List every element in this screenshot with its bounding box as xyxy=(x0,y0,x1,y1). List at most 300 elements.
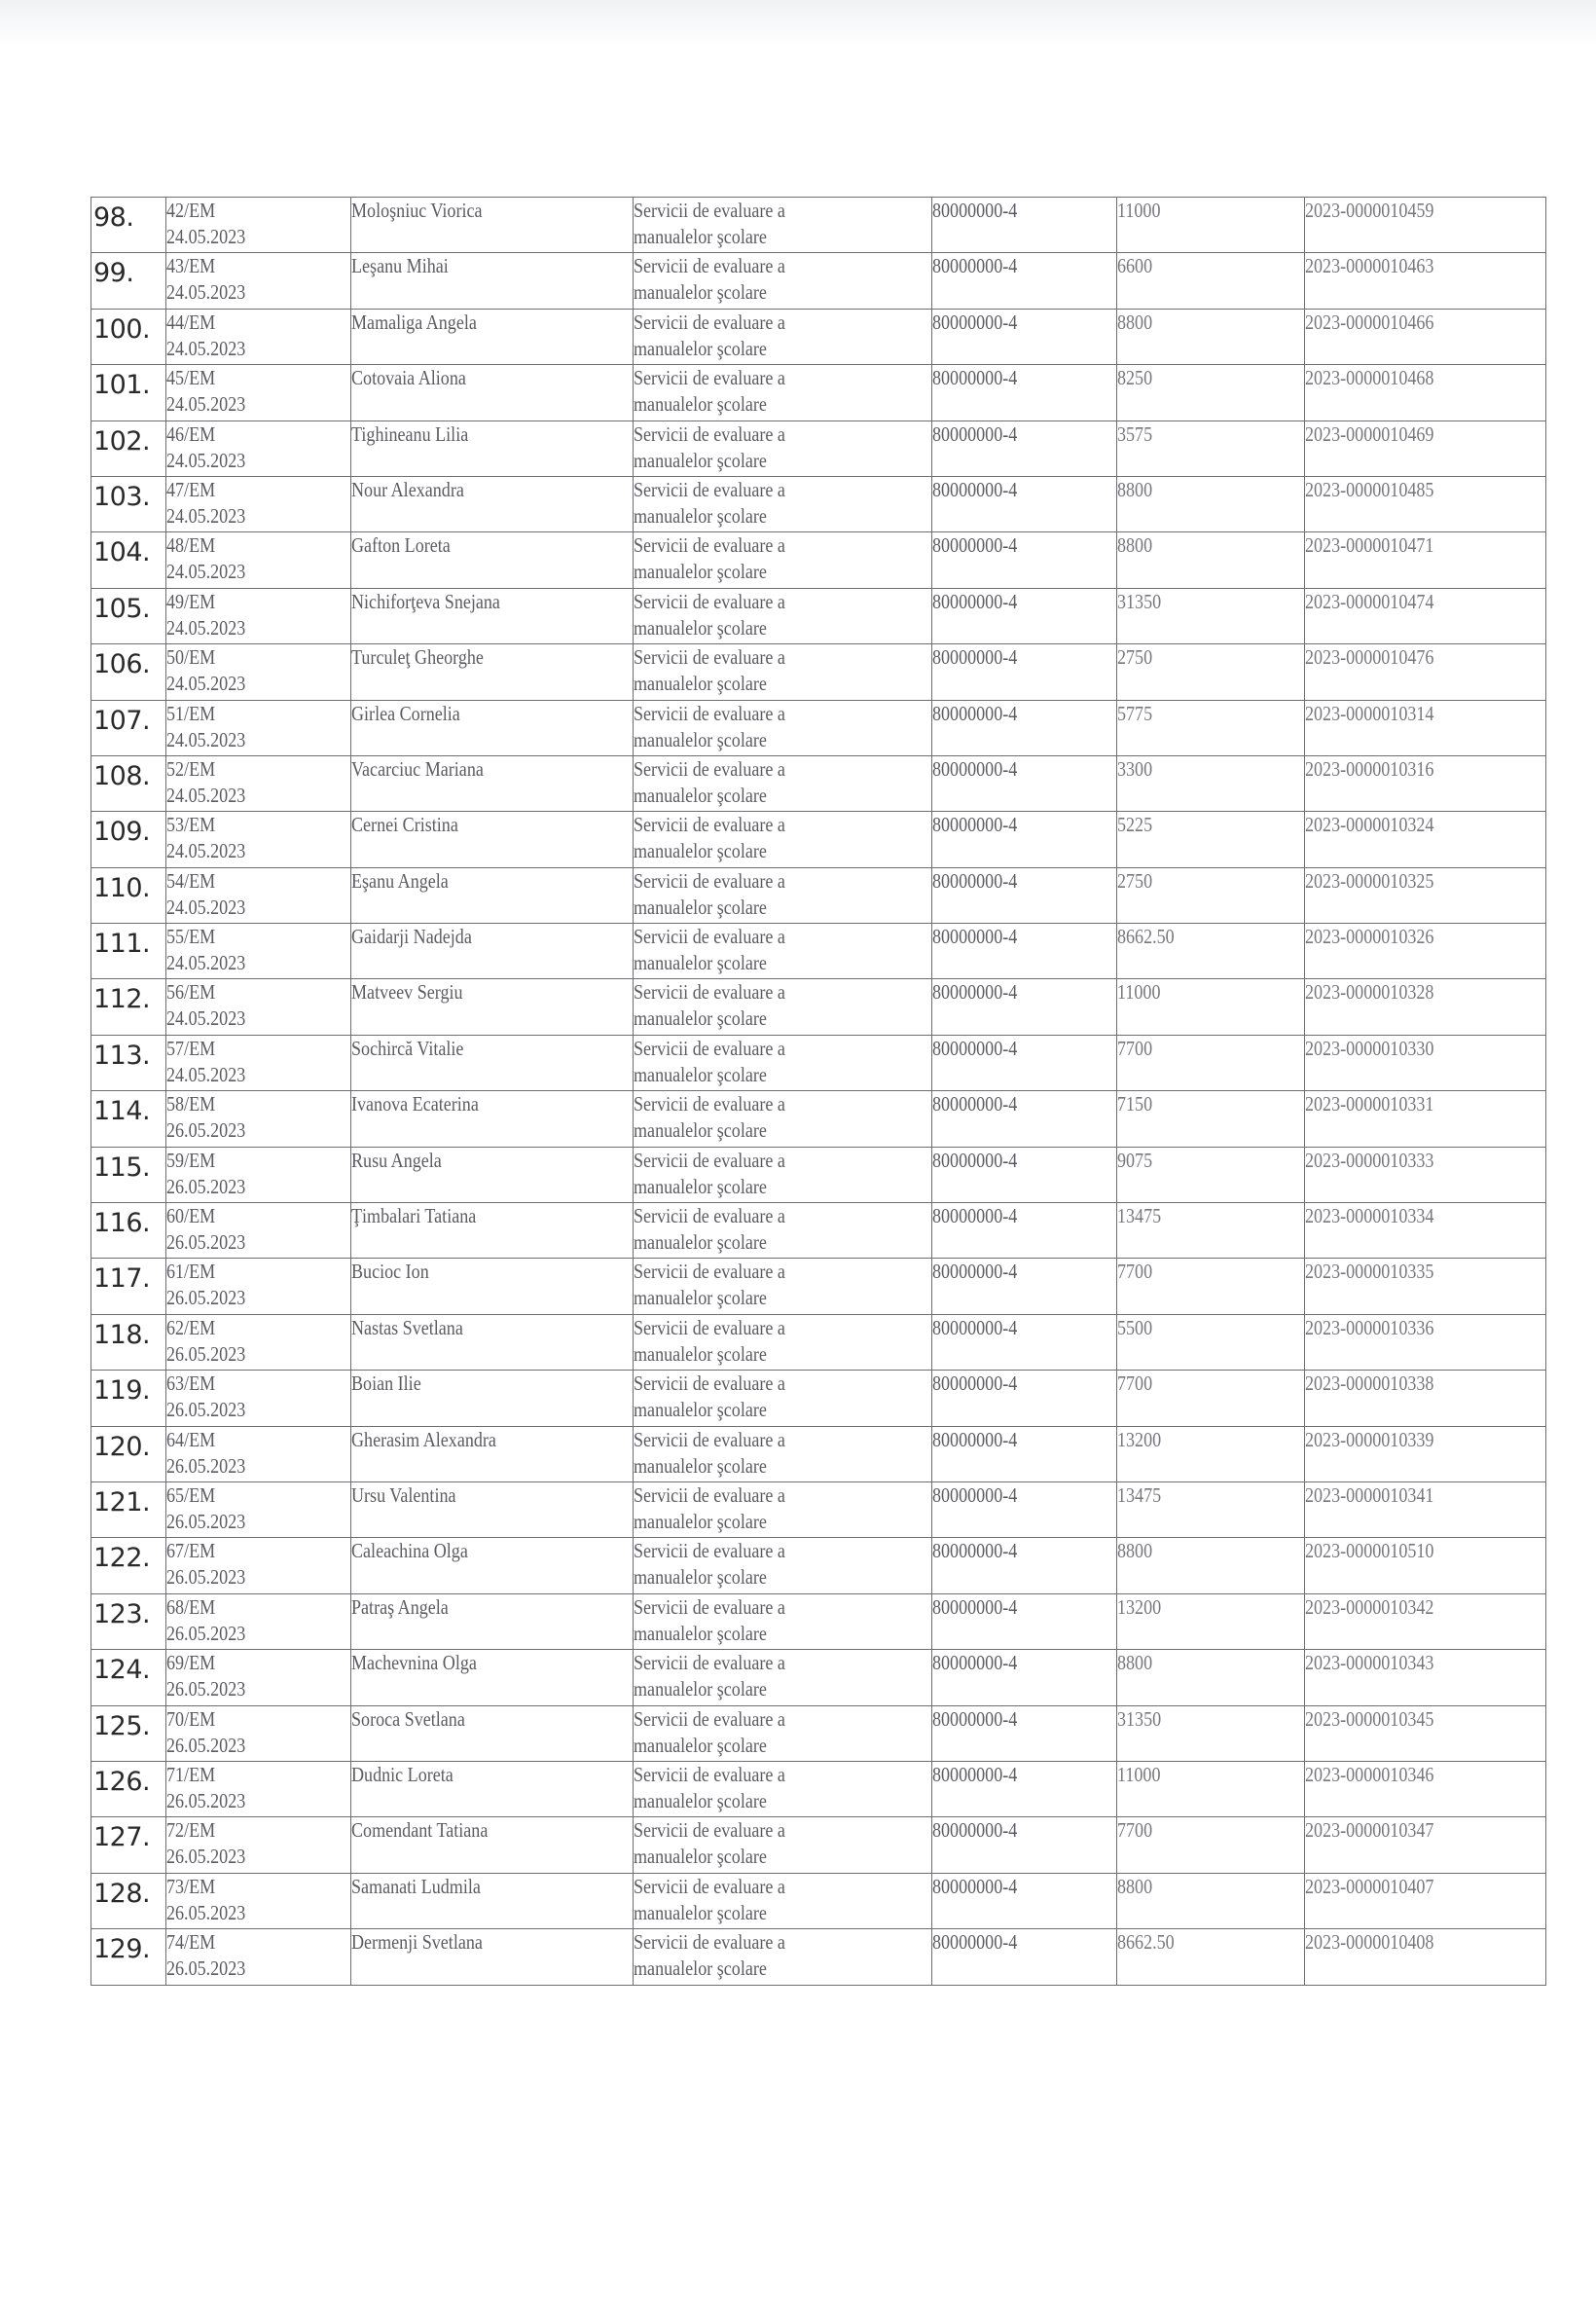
contract-date: 26.05.2023 xyxy=(166,1900,246,1924)
service-cell xyxy=(634,421,932,476)
contract-cell xyxy=(166,1314,351,1370)
registration-cell xyxy=(1305,1650,1546,1705)
row-number-cell xyxy=(91,1538,166,1593)
contract-number: 71/EM xyxy=(166,1762,216,1786)
contract-cell xyxy=(166,644,351,700)
amount-cell xyxy=(1117,1035,1305,1090)
row-number-cell xyxy=(91,1035,166,1090)
cpv-code: 80000000-4 xyxy=(932,1706,1018,1731)
service-line-1: Servicii de evaluare a xyxy=(634,1539,785,1563)
row-number-cell xyxy=(91,1203,166,1259)
cpv-code: 80000000-4 xyxy=(932,868,1018,893)
service-cell xyxy=(634,1371,932,1426)
service-cell xyxy=(634,979,932,1035)
row-number: 105. xyxy=(93,593,151,624)
amount-cell xyxy=(1117,532,1305,588)
contract-cell xyxy=(166,198,351,253)
contract-number: 44/EM xyxy=(166,310,216,334)
person-name: Cernei Cristina xyxy=(351,813,458,837)
registration-cell xyxy=(1305,198,1546,253)
contract-date: 26.05.2023 xyxy=(166,1453,246,1478)
row-number: 124. xyxy=(93,1655,151,1686)
amount: 8662.50 xyxy=(1117,1930,1175,1955)
cpv-code: 80000000-4 xyxy=(932,813,1018,837)
registration-number: 2023-0000010335 xyxy=(1305,1260,1434,1284)
table-row xyxy=(91,1035,1546,1090)
amount: 8800 xyxy=(1117,1651,1153,1675)
row-number: 116. xyxy=(93,1208,151,1239)
name-cell xyxy=(351,1817,634,1873)
service-line-1: Servicii de evaluare a xyxy=(634,980,785,1005)
name-cell xyxy=(351,365,634,421)
registration-number: 2023-0000010314 xyxy=(1305,701,1434,725)
amount-cell xyxy=(1117,1817,1305,1873)
registration-cell xyxy=(1305,1035,1546,1090)
row-number: 108. xyxy=(93,760,151,791)
registration-cell xyxy=(1305,253,1546,309)
contract-cell xyxy=(166,309,351,364)
contract-date: 26.05.2023 xyxy=(166,1509,246,1533)
table-row xyxy=(91,1873,1546,1928)
service-line-2: manualelor şcolare xyxy=(634,336,767,360)
contract-cell xyxy=(166,1761,351,1816)
service-cell xyxy=(634,700,932,755)
cpv-cell xyxy=(932,1259,1117,1314)
person-name: Dudnic Loreta xyxy=(351,1762,453,1786)
name-cell xyxy=(351,421,634,476)
amount-cell xyxy=(1117,1147,1305,1202)
amount-cell xyxy=(1117,1650,1305,1705)
amount: 31350 xyxy=(1117,1706,1162,1731)
row-number-cell xyxy=(91,476,166,531)
cpv-cell xyxy=(932,1426,1117,1481)
contract-number: 59/EM xyxy=(166,1148,216,1172)
service-line-2: manualelor şcolare xyxy=(634,1900,767,1924)
person-name: Machevnina Olga xyxy=(351,1651,477,1675)
amount-cell xyxy=(1117,979,1305,1035)
contract-number: 42/EM xyxy=(166,199,216,222)
service-line-2: manualelor şcolare xyxy=(634,560,767,584)
contract-date: 26.05.2023 xyxy=(166,1845,246,1869)
table-row xyxy=(91,1817,1546,1873)
cpv-cell xyxy=(932,1873,1117,1928)
table-row xyxy=(91,1371,1546,1426)
cpv-cell xyxy=(932,1314,1117,1370)
service-line-1: Servicii de evaluare a xyxy=(634,756,785,781)
name-cell xyxy=(351,924,634,979)
table-row xyxy=(91,867,1546,923)
registration-cell xyxy=(1305,1481,1546,1537)
service-line-2: manualelor şcolare xyxy=(634,503,767,528)
amount-cell xyxy=(1117,1538,1305,1593)
table-row xyxy=(91,421,1546,476)
contract-number: 52/EM xyxy=(166,756,216,781)
registration-cell xyxy=(1305,1314,1546,1370)
person-name: Turculeţ Gheorghe xyxy=(351,645,484,670)
table-body xyxy=(91,198,1546,1986)
service-line-2: manualelor şcolare xyxy=(634,1733,767,1757)
name-cell xyxy=(351,867,634,923)
service-cell xyxy=(634,1705,932,1761)
row-number-cell xyxy=(91,1929,166,1985)
contract-date: 26.05.2023 xyxy=(166,1286,246,1310)
name-cell xyxy=(351,755,634,811)
service-line-2: manualelor şcolare xyxy=(634,1677,767,1701)
amount-cell xyxy=(1117,1426,1305,1481)
contract-cell xyxy=(166,476,351,531)
registration-number: 2023-0000010341 xyxy=(1305,1482,1434,1507)
person-name: Mamaliga Angela xyxy=(351,310,477,334)
row-number-cell xyxy=(91,253,166,309)
contract-number: 57/EM xyxy=(166,1036,216,1060)
person-name: Sochircă Vitalie xyxy=(351,1036,464,1060)
row-number: 104. xyxy=(93,537,151,568)
registration-cell xyxy=(1305,924,1546,979)
service-line-1: Servicii de evaluare a xyxy=(634,477,785,501)
registration-cell xyxy=(1305,1091,1546,1147)
service-line-2: manualelor şcolare xyxy=(634,1957,767,1981)
row-number-cell xyxy=(91,1147,166,1202)
table-row xyxy=(91,1259,1546,1314)
row-number-cell xyxy=(91,812,166,867)
service-line-2: manualelor şcolare xyxy=(634,1006,767,1031)
cpv-code: 80000000-4 xyxy=(932,925,1018,949)
contract-number: 62/EM xyxy=(166,1315,216,1339)
service-line-1: Servicii de evaluare a xyxy=(634,1315,785,1339)
service-line-1: Servicii de evaluare a xyxy=(634,1148,785,1172)
cpv-cell xyxy=(932,1371,1117,1426)
service-cell xyxy=(634,309,932,364)
name-cell xyxy=(351,1091,634,1147)
contract-number: 65/EM xyxy=(166,1482,216,1507)
registration-cell xyxy=(1305,365,1546,421)
row-number: 128. xyxy=(93,1878,151,1909)
contract-cell xyxy=(166,1593,351,1649)
cpv-cell xyxy=(932,198,1117,253)
service-line-2: manualelor şcolare xyxy=(634,1621,767,1645)
name-cell xyxy=(351,644,634,700)
cpv-cell xyxy=(932,755,1117,811)
registration-cell xyxy=(1305,1929,1546,1985)
contract-number: 68/EM xyxy=(166,1594,216,1619)
service-line-2: manualelor şcolare xyxy=(634,783,767,807)
service-line-1: Servicii de evaluare a xyxy=(634,1371,785,1396)
cpv-cell xyxy=(932,421,1117,476)
contract-date: 26.05.2023 xyxy=(166,1733,246,1757)
contract-date: 26.05.2023 xyxy=(166,1565,246,1590)
row-number-cell xyxy=(91,588,166,643)
person-name: Dermenji Svetlana xyxy=(351,1930,483,1955)
row-number-cell xyxy=(91,309,166,364)
service-line-1: Servicii de evaluare a xyxy=(634,254,785,278)
name-cell xyxy=(351,588,634,643)
contract-date: 26.05.2023 xyxy=(166,1621,246,1645)
table-row xyxy=(91,1091,1546,1147)
registration-cell xyxy=(1305,1593,1546,1649)
amount: 7700 xyxy=(1117,1371,1153,1396)
amount-cell xyxy=(1117,1203,1305,1259)
person-name: Rusu Angela xyxy=(351,1148,442,1172)
registration-cell xyxy=(1305,309,1546,364)
contract-number: 53/EM xyxy=(166,813,216,837)
amount: 31350 xyxy=(1117,589,1162,613)
cpv-cell xyxy=(932,924,1117,979)
contract-date: 24.05.2023 xyxy=(166,839,246,863)
service-line-1: Servicii de evaluare a xyxy=(634,1594,785,1619)
name-cell xyxy=(351,812,634,867)
table-row xyxy=(91,1929,1546,1985)
contract-date: 24.05.2023 xyxy=(166,225,246,248)
registration-number: 2023-0000010326 xyxy=(1305,925,1434,949)
cpv-cell xyxy=(932,979,1117,1035)
registration-number: 2023-0000010471 xyxy=(1305,533,1434,558)
registration-cell xyxy=(1305,979,1546,1035)
contract-date: 26.05.2023 xyxy=(166,1174,246,1198)
service-line-2: manualelor şcolare xyxy=(634,392,767,417)
service-line-2: manualelor şcolare xyxy=(634,1174,767,1198)
contract-date: 24.05.2023 xyxy=(166,727,246,751)
cpv-cell xyxy=(932,644,1117,700)
amount: 2750 xyxy=(1117,645,1153,670)
row-number: 103. xyxy=(93,481,151,512)
service-cell xyxy=(634,253,932,309)
service-line-1: Servicii de evaluare a xyxy=(634,1427,785,1451)
registration-cell xyxy=(1305,1761,1546,1816)
service-cell xyxy=(634,1259,932,1314)
row-number: 115. xyxy=(93,1152,151,1183)
contract-date: 24.05.2023 xyxy=(166,336,246,360)
service-line-1: Servicii de evaluare a xyxy=(634,813,785,837)
row-number-cell xyxy=(91,532,166,588)
amount: 13200 xyxy=(1117,1594,1162,1619)
amount-cell xyxy=(1117,1761,1305,1816)
table-row xyxy=(91,812,1546,867)
cpv-code: 80000000-4 xyxy=(932,477,1018,501)
registration-number: 2023-0000010346 xyxy=(1305,1762,1434,1786)
contract-cell xyxy=(166,365,351,421)
row-number-cell xyxy=(91,1817,166,1873)
amount-cell xyxy=(1117,867,1305,923)
cpv-cell xyxy=(932,365,1117,421)
cpv-code: 80000000-4 xyxy=(932,756,1018,781)
person-name: Eşanu Angela xyxy=(351,868,449,893)
row-number: 118. xyxy=(93,1319,151,1350)
registration-cell xyxy=(1305,812,1546,867)
table-row xyxy=(91,365,1546,421)
registration-number: 2023-0000010342 xyxy=(1305,1594,1434,1619)
cpv-code: 80000000-4 xyxy=(932,421,1018,446)
service-cell xyxy=(634,644,932,700)
name-cell xyxy=(351,1593,634,1649)
service-cell xyxy=(634,1650,932,1705)
person-name: Ţimbalari Tatiana xyxy=(351,1204,477,1228)
contract-cell xyxy=(166,588,351,643)
registration-cell xyxy=(1305,476,1546,531)
table-row xyxy=(91,700,1546,755)
registration-number: 2023-0000010339 xyxy=(1305,1427,1434,1451)
service-line-1: Servicii de evaluare a xyxy=(634,199,785,222)
row-number-cell xyxy=(91,1873,166,1928)
service-line-1: Servicii de evaluare a xyxy=(634,1092,785,1116)
name-cell xyxy=(351,1314,634,1370)
row-number-cell xyxy=(91,755,166,811)
cpv-cell xyxy=(932,812,1117,867)
service-line-1: Servicii de evaluare a xyxy=(634,645,785,670)
cpv-code: 80000000-4 xyxy=(932,701,1018,725)
service-line-1: Servicii de evaluare a xyxy=(634,1036,785,1060)
service-line-2: manualelor şcolare xyxy=(634,1509,767,1533)
cpv-cell xyxy=(932,1203,1117,1259)
registration-cell xyxy=(1305,1147,1546,1202)
service-line-2: manualelor şcolare xyxy=(634,1565,767,1590)
contract-date: 26.05.2023 xyxy=(166,1957,246,1981)
service-line-2: manualelor şcolare xyxy=(634,225,767,248)
row-number: 113. xyxy=(93,1040,151,1071)
row-number: 114. xyxy=(93,1096,151,1127)
person-name: Samanati Ludmila xyxy=(351,1874,481,1898)
table-row xyxy=(91,1426,1546,1481)
registration-cell xyxy=(1305,1705,1546,1761)
table-row xyxy=(91,253,1546,309)
row-number: 121. xyxy=(93,1486,151,1518)
table-row xyxy=(91,979,1546,1035)
contract-cell xyxy=(166,1929,351,1985)
contract-cell xyxy=(166,1705,351,1761)
registration-number: 2023-0000010466 xyxy=(1305,310,1434,334)
person-name: Nour Alexandra xyxy=(351,477,464,501)
cpv-cell xyxy=(932,1481,1117,1537)
service-line-2: manualelor şcolare xyxy=(634,1845,767,1869)
row-number-cell xyxy=(91,644,166,700)
person-name: Comendant Tatiana xyxy=(351,1818,489,1843)
cpv-code: 80000000-4 xyxy=(932,1818,1018,1843)
name-cell xyxy=(351,1929,634,1985)
cpv-code: 80000000-4 xyxy=(932,533,1018,558)
contract-cell xyxy=(166,1538,351,1593)
contract-number: 49/EM xyxy=(166,589,216,613)
service-cell xyxy=(634,1091,932,1147)
contract-date: 26.05.2023 xyxy=(166,1398,246,1422)
row-number-cell xyxy=(91,1426,166,1481)
row-number-cell xyxy=(91,924,166,979)
cpv-code: 80000000-4 xyxy=(932,1427,1018,1451)
cpv-code: 80000000-4 xyxy=(932,1315,1018,1339)
person-name: Gaidarji Nadejda xyxy=(351,925,472,949)
service-line-2: manualelor şcolare xyxy=(634,839,767,863)
amount: 2750 xyxy=(1117,868,1153,893)
contract-cell xyxy=(166,1259,351,1314)
row-number-cell xyxy=(91,1481,166,1537)
amount: 5500 xyxy=(1117,1315,1153,1339)
service-line-2: manualelor şcolare xyxy=(634,280,767,305)
contract-number: 58/EM xyxy=(166,1092,216,1116)
contract-cell xyxy=(166,979,351,1035)
cpv-code: 80000000-4 xyxy=(932,1762,1018,1786)
amount-cell xyxy=(1117,1705,1305,1761)
cpv-code: 80000000-4 xyxy=(932,1651,1018,1675)
registration-number: 2023-0000010324 xyxy=(1305,813,1434,837)
amount: 7700 xyxy=(1117,1818,1153,1843)
registration-number: 2023-0000010345 xyxy=(1305,1706,1434,1731)
registration-cell xyxy=(1305,588,1546,643)
service-line-2: manualelor şcolare xyxy=(634,615,767,640)
registration-number: 2023-0000010334 xyxy=(1305,1204,1434,1228)
contract-cell xyxy=(166,532,351,588)
scan-artifact xyxy=(0,0,1596,49)
table-row xyxy=(91,1538,1546,1593)
contract-cell xyxy=(166,924,351,979)
service-cell xyxy=(634,1203,932,1259)
cpv-code: 80000000-4 xyxy=(932,1482,1018,1507)
amount-cell xyxy=(1117,1481,1305,1537)
registration-cell xyxy=(1305,1426,1546,1481)
amount: 8800 xyxy=(1117,1874,1153,1898)
amount-cell xyxy=(1117,1314,1305,1370)
contract-cell xyxy=(166,700,351,755)
name-cell xyxy=(351,1147,634,1202)
name-cell xyxy=(351,1481,634,1537)
contract-cell xyxy=(166,1817,351,1873)
cpv-cell xyxy=(932,1538,1117,1593)
cpv-code: 80000000-4 xyxy=(932,1204,1018,1228)
service-cell xyxy=(634,365,932,421)
service-line-2: manualelor şcolare xyxy=(634,672,767,696)
contract-number: 50/EM xyxy=(166,645,216,670)
service-cell xyxy=(634,1817,932,1873)
amount-cell xyxy=(1117,924,1305,979)
service-line-2: manualelor şcolare xyxy=(634,1118,767,1143)
contract-date: 24.05.2023 xyxy=(166,392,246,417)
row-number-cell xyxy=(91,421,166,476)
amount-cell xyxy=(1117,755,1305,811)
amount-cell xyxy=(1117,198,1305,253)
row-number: 120. xyxy=(93,1431,151,1462)
row-number-cell xyxy=(91,867,166,923)
amount-cell xyxy=(1117,1259,1305,1314)
service-line-1: Servicii de evaluare a xyxy=(634,533,785,558)
cpv-cell xyxy=(932,1761,1117,1816)
contract-cell xyxy=(166,867,351,923)
row-number: 101. xyxy=(93,370,151,401)
service-cell xyxy=(634,812,932,867)
registration-number: 2023-0000010468 xyxy=(1305,366,1434,390)
service-line-1: Servicii de evaluare a xyxy=(634,1874,785,1898)
person-name: Girlea Cornelia xyxy=(351,701,460,725)
table-row xyxy=(91,924,1546,979)
amount: 13200 xyxy=(1117,1427,1162,1451)
cpv-cell xyxy=(932,1593,1117,1649)
registration-cell xyxy=(1305,644,1546,700)
contract-date: 26.05.2023 xyxy=(166,1677,246,1701)
service-line-2: manualelor şcolare xyxy=(634,1230,767,1255)
service-cell xyxy=(634,1761,932,1816)
registration-number: 2023-0000010476 xyxy=(1305,645,1434,670)
name-cell xyxy=(351,253,634,309)
service-line-1: Servicii de evaluare a xyxy=(634,1706,785,1731)
service-line-1: Servicii de evaluare a xyxy=(634,1762,785,1786)
contract-date: 26.05.2023 xyxy=(166,1118,246,1143)
person-name: Nichiforţeva Snejana xyxy=(351,589,500,613)
table-row xyxy=(91,1147,1546,1202)
contract-date: 24.05.2023 xyxy=(166,560,246,584)
cpv-cell xyxy=(932,476,1117,531)
contract-number: 47/EM xyxy=(166,477,216,501)
contract-number: 61/EM xyxy=(166,1260,216,1284)
service-line-1: Servicii de evaluare a xyxy=(634,421,785,446)
service-line-2: manualelor şcolare xyxy=(634,1398,767,1422)
contract-number: 72/EM xyxy=(166,1818,216,1843)
contract-cell xyxy=(166,1147,351,1202)
